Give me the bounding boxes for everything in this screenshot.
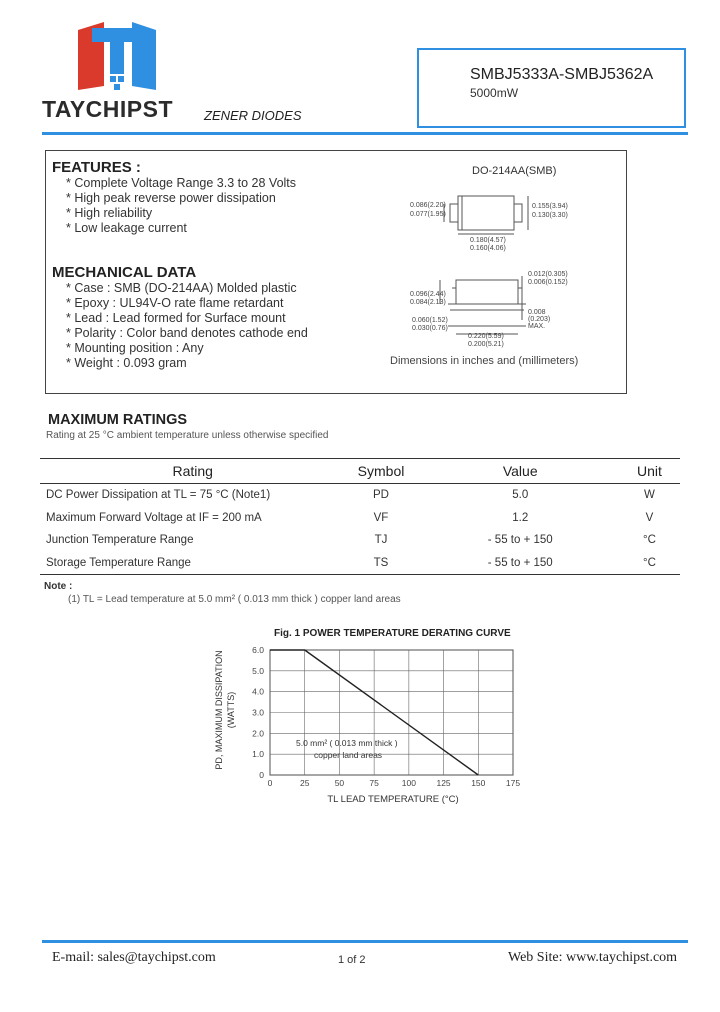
page-number: 1 of 2 [338, 954, 366, 966]
feature-item: * Low leakage current [66, 221, 187, 235]
rating-cell: DC Power Dissipation at TL = 75 °C (Note1) [46, 489, 271, 502]
dim-b2: 0.130(3.30) [532, 212, 568, 219]
mechanical-item: * Mounting position : Any [66, 341, 204, 355]
mechanical-item: * Lead : Lead formed for Surface mount [66, 311, 286, 325]
unit-cell: W [644, 489, 655, 502]
package-top-view-body [458, 196, 514, 230]
chart-xtick-label: 25 [299, 778, 310, 788]
dim-a2: 0.077(1.95) [410, 211, 446, 218]
chart-xtick-label: 150 [471, 778, 486, 788]
dim-b1: 0.155(3.94) [532, 203, 568, 210]
col-unit: Unit [619, 459, 680, 484]
ratings-table [40, 458, 680, 575]
part-number-box [417, 48, 686, 128]
footer-email[interactable]: E-mail: sales@taychipst.com [52, 950, 216, 965]
note-1: (1) TL = Lead temperature at 5.0 mm² ( 0.013 mm thick ) copper land areas [68, 594, 401, 605]
max-ratings-heading: MAXIMUM RATINGS [48, 412, 188, 428]
value-cell: - 55 to + 150 [487, 534, 553, 547]
chart-ylabel-units: (WATTS) [226, 691, 236, 729]
brand-name: TAYCHIPST [42, 96, 174, 122]
col-value: Value [422, 459, 619, 484]
chart-xtick-label: 75 [369, 778, 379, 788]
dimensions-note: Dimensions in inches and (millimeters) [390, 355, 579, 367]
chart-ytick-label: 6.0 [252, 645, 264, 655]
feature-item: * Complete Voltage Range 3.3 to 28 Volts [66, 176, 297, 190]
table-row [40, 529, 680, 552]
chart-ytick-label: 1.0 [252, 749, 264, 760]
footer-website[interactable]: Web Site: www.taychipst.com [508, 950, 678, 965]
table-row [40, 552, 680, 575]
chart-annotation-line1: 5.0 mm² ( 0.013 mm thick ) [296, 738, 398, 748]
dim-e1: 0.096(2.44) [410, 291, 446, 298]
symbol-cell: TJ [374, 534, 388, 547]
package-lead-right [514, 204, 522, 222]
part-number: SMBJ5333A-SMBJ5362A [470, 66, 654, 83]
taychipst-logo [78, 22, 156, 90]
chart-xtick-label: 125 [436, 778, 451, 788]
derating-chart [200, 640, 540, 810]
mechanical-item: * Polarity : Color band denotes cathode end [66, 326, 308, 340]
dim-e2: 0.084(2.13) [410, 299, 446, 306]
table-header-row [40, 459, 680, 484]
product-category: ZENER DIODES [204, 108, 302, 123]
header-divider [42, 132, 688, 135]
rating-cell: Maximum Forward Voltage at IF = 200 mA [46, 511, 262, 524]
dim-g1: 0.008 [528, 309, 546, 316]
chart-ylabel: PD, MAXIMUM DISSIPATION [214, 650, 224, 770]
dim-c2: 0.160(4.06) [470, 245, 506, 252]
dim-c1: 0.180(4.57) [470, 237, 506, 244]
package-label: DO-214AA(SMB) [472, 165, 557, 177]
dim-a1: 0.086(2.20) [410, 202, 446, 209]
col-rating: Rating [40, 459, 340, 484]
col-symbol: Symbol [340, 459, 421, 484]
features-heading: FEATURES : [52, 159, 141, 176]
unit-cell: °C [643, 534, 656, 547]
chart-title: Fig. 1 POWER TEMPERATURE DERATING CURVE [274, 628, 511, 639]
chart-ytick-label: 4.0 [252, 686, 264, 697]
mechanical-item: * Epoxy : UL94V-O rate flame retardant [66, 296, 284, 310]
chart-xtick-label: 175 [505, 778, 521, 788]
rating-cell: Storage Temperature Range [40, 552, 340, 575]
note-heading: Note : [44, 581, 73, 592]
chart-ytick-label: 3.0 [252, 707, 264, 718]
table-row [40, 484, 680, 507]
package-outline-drawing [400, 180, 620, 350]
unit-cell: V [645, 511, 654, 524]
chart-ytick-label: 5.0 [252, 665, 264, 676]
rating-cell: Junction Temperature Range [46, 534, 194, 547]
dim-f2: 0.030(0.76) [412, 325, 448, 332]
footer-divider [42, 940, 688, 943]
symbol-cell: PD [373, 489, 389, 502]
mechanical-item: * Weight : 0.093 gram [66, 356, 187, 370]
rating-conditions: Rating at 25 °C ambient temperature unless otherwise specified [46, 430, 329, 441]
dim-f1: 0.060(1.52) [412, 317, 448, 324]
chart-ytick-label: 2.0 [252, 728, 264, 739]
chart-ytick-label: 0 [259, 770, 264, 780]
value-cell: 5.0 [512, 489, 529, 502]
feature-item: * High peak reverse power dissipation [66, 191, 276, 205]
power-rating: 5000mW [470, 86, 519, 100]
symbol-cell: VF [373, 511, 389, 524]
chart-xtick-label: 0 [267, 778, 273, 788]
chart-xtick-label: 100 [401, 778, 416, 788]
unit-cell: °C [619, 552, 680, 575]
dim-h1: 0.220(5.59) [468, 333, 504, 340]
chart-xtick-label: 50 [334, 778, 345, 788]
dim-g2: (0.203) [528, 316, 551, 323]
value-cell: - 55 to + 150 [422, 552, 619, 575]
symbol-cell: TS [340, 552, 421, 575]
chart-xlabel: TL LEAD TEMPERATURE (°C) [327, 794, 459, 805]
package-side-view-body [456, 280, 518, 304]
feature-item: * High reliability [66, 206, 153, 220]
dim-g3: MAX. [528, 323, 546, 330]
dim-h2: 0.200(5.21) [468, 341, 504, 348]
value-cell: 1.2 [512, 511, 529, 524]
dim-d1: 0.012(0.305) [528, 271, 568, 278]
mechanical-item: * Case : SMB (DO-214AA) Molded plastic [66, 281, 297, 295]
chart-annotation-line2: copper land areas [314, 750, 383, 760]
table-row [40, 507, 680, 530]
dim-d2: 0.006(0.152) [528, 279, 568, 286]
mechanical-heading: MECHANICAL DATA [52, 264, 197, 281]
package-lead-left [450, 204, 458, 222]
